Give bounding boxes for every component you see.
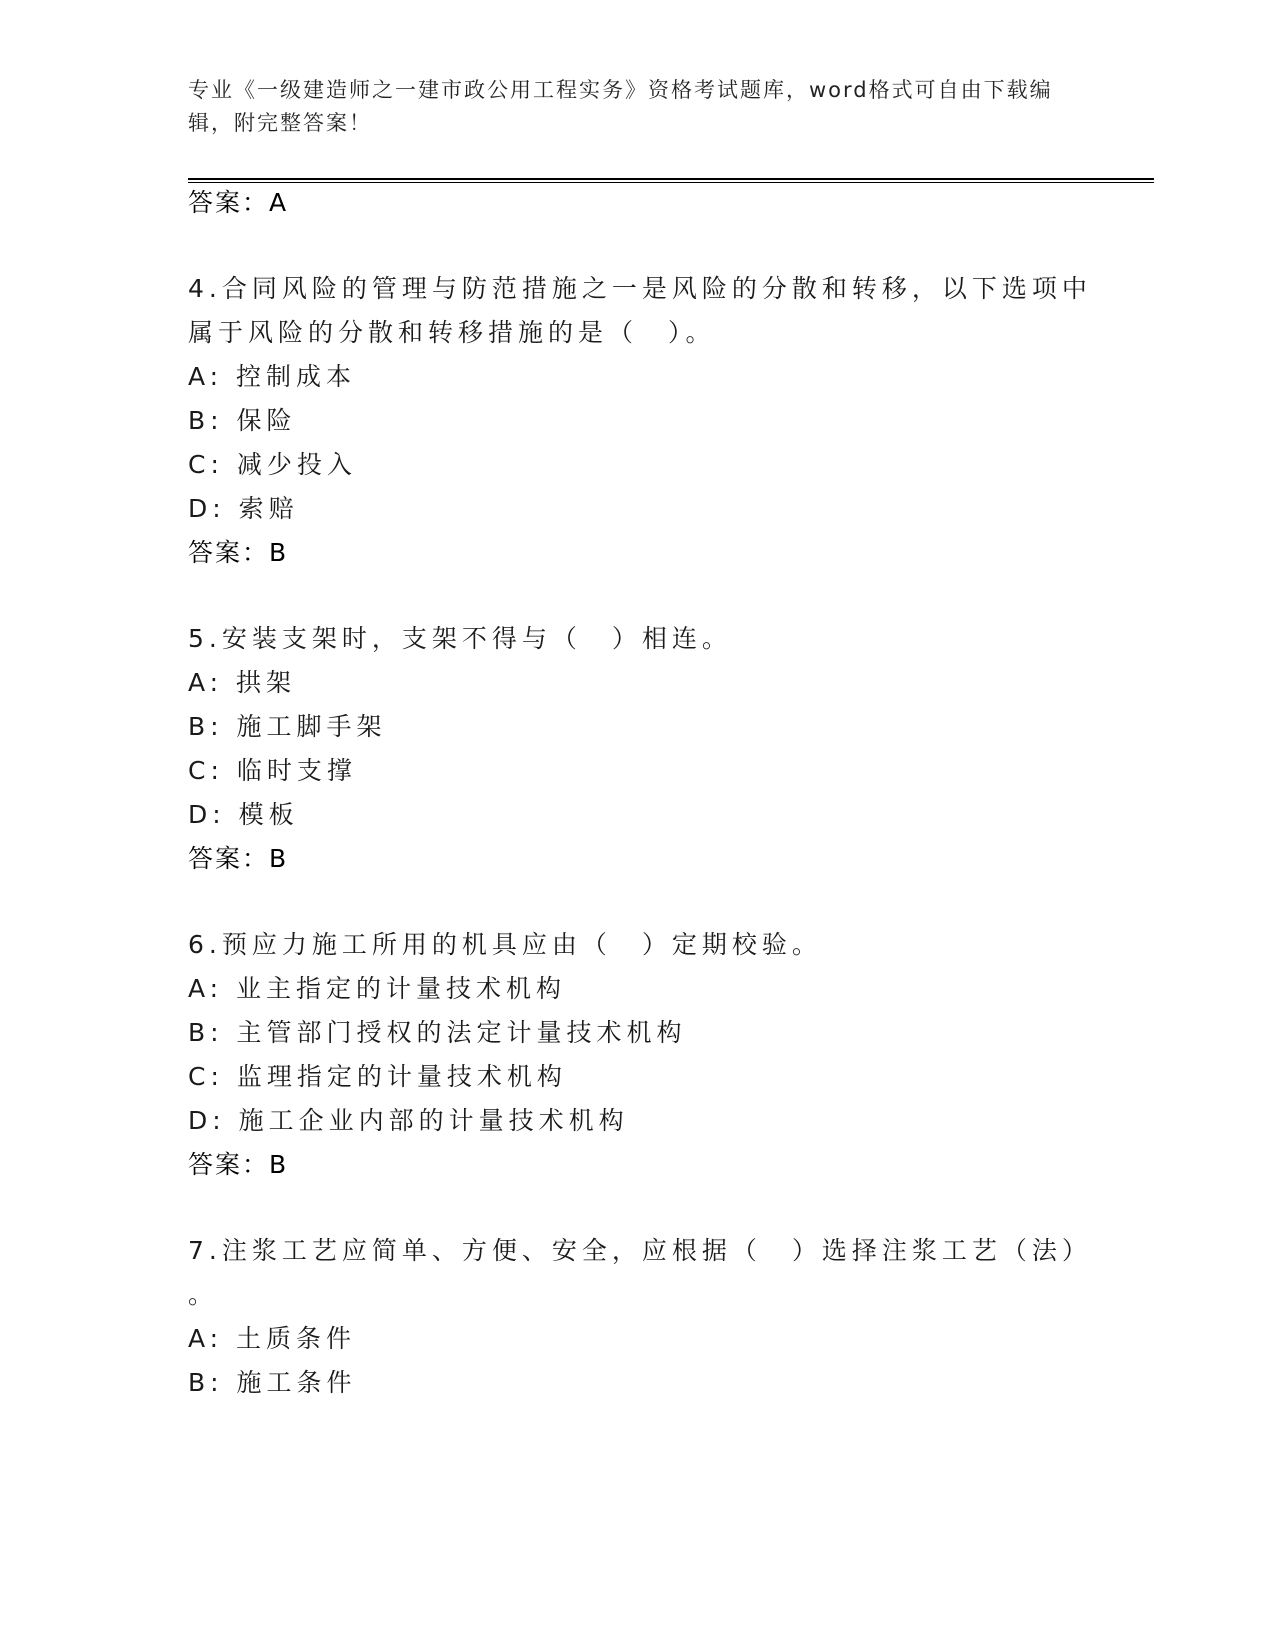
question-7-stem-line-1: 7.注浆工艺应简单、方便、安全，应根据（ ）选择注浆工艺（法）	[188, 1236, 1092, 1265]
question-4-stem-line-1: 4.合同风险的管理与防范措施之一是风险的分散和转移，以下选项中	[188, 274, 1092, 303]
question-6-option-b: B: 主管部门授权的法定计量技术机构	[188, 1018, 687, 1047]
question-6-stem-line-1: 6.预应力施工所用的机具应由（ ）定期校验。	[188, 930, 822, 959]
question-4-option-a: A: 控制成本	[188, 362, 357, 391]
header-divider	[188, 178, 1154, 183]
question-6-option-c: C: 监理指定的计量技术机构	[188, 1062, 567, 1091]
question-6-option-d: D: 施工企业内部的计量技术机构	[188, 1106, 629, 1135]
question-5-stem-line-1: 5.安装支架时，支架不得与（ ）相连。	[188, 624, 732, 653]
question-5-option-b: B: 施工脚手架	[188, 712, 387, 741]
question-4-answer: 答案：B	[188, 538, 289, 567]
question-4-stem-line-2: 属于风险的分散和转移措施的是（ ）。	[188, 318, 716, 347]
question-7-option-b: B: 施工条件	[188, 1368, 357, 1397]
question-5-option-c: C: 临时支撑	[188, 756, 357, 785]
question-7-option-a: A: 土质条件	[188, 1324, 357, 1353]
question-6-option-a: A: 业主指定的计量技术机构	[188, 974, 567, 1003]
question-5-option-d: D: 模板	[188, 800, 299, 829]
question-6-answer: 答案：B	[188, 1150, 289, 1179]
question-7-stem-line-2: 。	[188, 1280, 219, 1309]
document-header: 专业《一级建造师之一建市政公用工程实务》资格考试题库，word格式可自由下载编辑，附完整答案！	[188, 78, 1053, 135]
question-5-answer: 答案：B	[188, 844, 289, 873]
question-5-option-a: A: 拱架	[188, 668, 297, 697]
answer-previous: 答案：A	[188, 188, 289, 217]
question-4-option-d: D: 索赔	[188, 494, 299, 523]
question-4-option-b: B: 保险	[188, 406, 297, 435]
question-4-option-c: C: 减少投入	[188, 450, 357, 479]
